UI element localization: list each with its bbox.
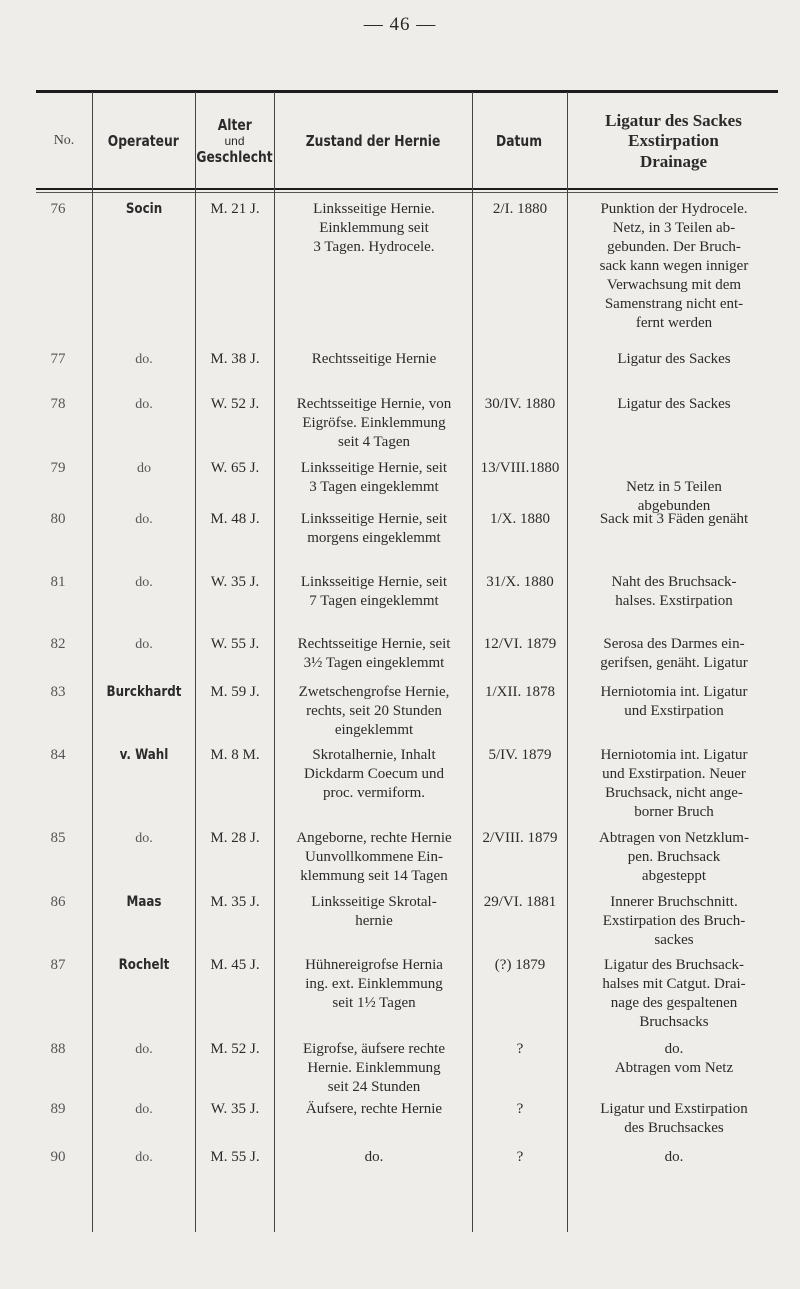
header-date bbox=[472, 95, 567, 188]
condition-cell bbox=[276, 573, 472, 611]
ligature-cell-line: halses. Exstirpation bbox=[615, 593, 733, 609]
ligature-cell-line: sackes bbox=[654, 932, 694, 948]
ligature-cell-line: Serosa des Darmes ein- bbox=[603, 636, 745, 652]
condition-cell-line: Linksseitige Hernie, seit bbox=[300, 511, 448, 527]
ligature-cell-line: des Bruchsackes bbox=[624, 1120, 724, 1136]
ligature-cell-line: halses mit Catgut. Drai- bbox=[602, 976, 746, 992]
column-divider bbox=[472, 92, 473, 1232]
condition-cell bbox=[276, 683, 472, 740]
operator-cell: Rochelt bbox=[118, 957, 170, 973]
ligature-cell bbox=[568, 459, 780, 516]
ligature-cell-line: sack kann wegen inniger bbox=[599, 258, 749, 274]
row-number: 84 bbox=[50, 747, 66, 763]
operator-cell: do. bbox=[135, 1102, 153, 1117]
ligature-cell-line: Herniotomia int. Ligatur bbox=[600, 747, 748, 763]
ligature-cell-line: Bruchsack, nicht ange- bbox=[605, 785, 743, 801]
row-number: 80 bbox=[50, 511, 66, 527]
condition-cell bbox=[276, 1100, 472, 1119]
operator-cell: do. bbox=[135, 575, 153, 590]
row-number: 81 bbox=[50, 574, 66, 590]
condition-cell bbox=[276, 746, 472, 803]
condition-cell bbox=[276, 635, 472, 673]
age-sex-cell: M. 45 J. bbox=[210, 957, 260, 973]
row-number: 88 bbox=[50, 1041, 66, 1057]
date-cell: ? bbox=[516, 1149, 524, 1165]
header-ligature-line2: Exstirpation bbox=[628, 131, 719, 151]
operator-cell: v. Wahl bbox=[119, 747, 169, 763]
age-sex-cell: M. 38 J. bbox=[210, 351, 260, 367]
header-age bbox=[195, 95, 274, 188]
row-number: 76 bbox=[50, 201, 66, 217]
condition-cell-line: Rechtsseitige Hernie, von bbox=[296, 396, 452, 412]
ligature-cell-line: Innerer Bruchschnitt. bbox=[610, 894, 738, 910]
header-date-label: Datum bbox=[496, 131, 543, 150]
row-number: 79 bbox=[50, 460, 66, 476]
ligature-cell-line: Netz, in 3 Teilen ab- bbox=[612, 220, 736, 236]
condition-cell-line: ing. ext. Einklemmung bbox=[305, 976, 443, 992]
header-operator-label: Operateur bbox=[107, 131, 180, 150]
condition-cell-line: rechts, seit 20 Stunden bbox=[306, 703, 442, 719]
date-cell: 13/VIII.1880 bbox=[480, 460, 560, 476]
condition-cell bbox=[276, 956, 472, 1013]
header-age-line3: Geschlecht bbox=[196, 147, 273, 166]
ligature-cell-line: Exstirpation des Bruch- bbox=[602, 913, 746, 929]
ligature-cell-line: Ligatur des Bruchsack- bbox=[604, 957, 744, 973]
date-cell: 1/X. 1880 bbox=[490, 511, 550, 527]
date-cell: 1/XII. 1878 bbox=[485, 684, 555, 700]
ligature-cell-line: und Exstirpation bbox=[624, 703, 724, 719]
condition-cell-line: Skrotalhernie, Inhalt bbox=[312, 747, 436, 763]
row-number: 83 bbox=[50, 684, 66, 700]
ligature-cell-line: Samenstrang nicht ent- bbox=[604, 296, 744, 312]
date-cell: 2/I. 1880 bbox=[492, 201, 548, 217]
operator-cell: Burckhardt bbox=[106, 684, 182, 700]
condition-cell bbox=[276, 459, 472, 497]
ligature-cell-line: und Exstirpation. Neuer bbox=[602, 766, 746, 782]
operator-cell: Maas bbox=[126, 894, 162, 910]
condition-cell bbox=[276, 829, 472, 886]
condition-cell-line: 3½ Tagen eingeklemmt bbox=[303, 655, 445, 671]
row-number: 87 bbox=[50, 957, 66, 973]
row-number: 89 bbox=[50, 1101, 66, 1117]
age-sex-cell: W. 35 J. bbox=[210, 574, 260, 590]
page-number: — 46 — bbox=[363, 14, 437, 35]
operator-cell: do. bbox=[135, 512, 153, 527]
condition-cell-line: morgens eingeklemmt bbox=[307, 530, 441, 546]
age-sex-cell: M. 8 M. bbox=[210, 747, 260, 763]
header-ligature-line3: Drainage bbox=[639, 151, 708, 171]
condition-cell-line: proc. vermiform. bbox=[322, 785, 426, 801]
condition-cell-line: Eigrofse, äufsere rechte bbox=[302, 1041, 445, 1057]
age-sex-cell: M. 21 J. bbox=[210, 201, 260, 217]
date-cell: 12/VI. 1879 bbox=[483, 636, 557, 652]
operator-cell: do bbox=[137, 461, 151, 476]
ligature-cell-line: do. bbox=[664, 1041, 684, 1057]
ligature-cell-line: pen. Bruchsack bbox=[627, 849, 721, 865]
date-cell: (?) 1879 bbox=[494, 957, 546, 973]
condition-cell-line: Linksseitige Hernie. bbox=[313, 201, 435, 217]
ligature-cell bbox=[568, 683, 780, 721]
ligature-cell-line: Abtragen von Netzklum- bbox=[599, 830, 749, 846]
row-number: 77 bbox=[50, 351, 66, 367]
ligature-cell bbox=[568, 956, 780, 1032]
condition-cell bbox=[276, 1148, 472, 1167]
row-number: 90 bbox=[50, 1149, 66, 1165]
ligature-cell-line: Sack mit 3 Fäden genäht bbox=[599, 511, 749, 527]
ligature-cell bbox=[568, 635, 780, 673]
ligature-cell-line: Ligatur des Sackes bbox=[617, 351, 731, 367]
ligature-cell-line: borner Bruch bbox=[634, 804, 714, 820]
condition-cell-line: Eigröfse. Einklemmung bbox=[302, 415, 446, 431]
row-number: 78 bbox=[50, 396, 66, 412]
header-bottom-rule-thin bbox=[36, 192, 778, 193]
operator-cell: do. bbox=[135, 397, 153, 412]
ligature-cell-line: abgesteppt bbox=[641, 868, 707, 884]
ligature-cell bbox=[568, 573, 780, 611]
row-number: 82 bbox=[50, 636, 66, 652]
date-cell: 2/VIII. 1879 bbox=[482, 830, 558, 846]
condition-cell-line: Rechtsseitige Hernie, seit bbox=[297, 636, 451, 652]
condition-cell-line: Linksseitige Hernie, seit bbox=[300, 574, 448, 590]
condition-cell-line: Zwetschengrofse Hernie, bbox=[298, 684, 450, 700]
age-sex-cell: W. 35 J. bbox=[210, 1101, 260, 1117]
ligature-cell-line: abgebunden bbox=[637, 498, 711, 514]
column-divider bbox=[195, 92, 196, 1232]
ligature-cell-line: Punktion der Hydrocele. bbox=[600, 201, 748, 217]
condition-cell-line: seit 4 Tagen bbox=[338, 434, 410, 450]
column-divider bbox=[274, 92, 275, 1232]
header-age-line1: Alter bbox=[217, 115, 252, 134]
condition-cell-line: Rechtsseitige Hernie bbox=[311, 351, 437, 367]
row-number: 85 bbox=[50, 830, 66, 846]
condition-cell-line: Linksseitige Hernie, seit bbox=[300, 460, 448, 476]
ligature-cell-line: Netz in 5 Teilen bbox=[626, 479, 722, 495]
ligature-cell bbox=[568, 510, 780, 529]
age-sex-cell: W. 52 J. bbox=[210, 396, 260, 412]
ligature-cell-line: Herniotomia int. Ligatur bbox=[600, 684, 748, 700]
condition-cell-line: seit 1½ Tagen bbox=[332, 995, 416, 1011]
condition-cell-line: 3 Tagen. Hydrocele. bbox=[313, 239, 435, 255]
header-bottom-rule bbox=[36, 188, 778, 190]
header-condition bbox=[274, 95, 472, 188]
condition-cell-line: Uunvollkommene Ein- bbox=[305, 849, 443, 865]
condition-cell bbox=[276, 200, 472, 257]
header-no bbox=[36, 95, 92, 188]
operator-cell: do. bbox=[135, 637, 153, 652]
operator-cell: do. bbox=[135, 1042, 153, 1057]
condition-cell-line: Hernie. Einklemmung bbox=[307, 1060, 441, 1076]
ligature-cell-line: fernt werden bbox=[635, 315, 713, 331]
date-cell: 29/VI. 1881 bbox=[483, 894, 557, 910]
date-cell: ? bbox=[516, 1041, 524, 1057]
ligature-cell-line: Ligatur und Exstirpation bbox=[600, 1101, 748, 1117]
operator-cell: do. bbox=[135, 352, 153, 367]
header-ligature bbox=[567, 95, 780, 188]
operator-cell: do. bbox=[135, 1150, 153, 1165]
age-sex-cell: M. 35 J. bbox=[210, 894, 260, 910]
ligature-cell-line: gebunden. Der Bruch- bbox=[607, 239, 741, 255]
ligature-cell-line: Verwachsung mit dem bbox=[606, 277, 742, 293]
ligature-cell-line: do. bbox=[664, 1149, 684, 1165]
age-sex-cell: W. 55 J. bbox=[210, 636, 260, 652]
ligature-cell bbox=[568, 1148, 780, 1167]
condition-cell-line: seit 24 Stunden bbox=[327, 1079, 421, 1095]
age-sex-cell: M. 28 J. bbox=[210, 830, 260, 846]
header-age-line2: und bbox=[224, 134, 245, 149]
date-cell: 5/IV. 1879 bbox=[488, 747, 552, 763]
ligature-cell bbox=[568, 1100, 780, 1138]
condition-cell-line: Angeborne, rechte Hernie bbox=[296, 830, 452, 846]
condition-cell-line: Einklemmung seit bbox=[319, 220, 429, 236]
date-cell: 30/IV. 1880 bbox=[484, 396, 556, 412]
condition-cell-line: 7 Tagen eingeklemmt bbox=[309, 593, 439, 609]
header-operator bbox=[92, 95, 195, 188]
ligature-cell bbox=[568, 746, 780, 822]
date-cell: ? bbox=[516, 1101, 524, 1117]
age-sex-cell: M. 59 J. bbox=[210, 684, 260, 700]
ligature-cell bbox=[568, 395, 780, 414]
ligature-cell-line bbox=[568, 459, 780, 478]
ligature-cell-line: Ligatur des Sackes bbox=[617, 396, 731, 412]
condition-cell-line: eingeklemmt bbox=[334, 722, 414, 738]
condition-cell-line: hernie bbox=[355, 913, 393, 929]
age-sex-cell: M. 55 J. bbox=[210, 1149, 260, 1165]
header-condition-label: Zustand der Hernie bbox=[305, 131, 441, 150]
column-divider bbox=[92, 92, 93, 1232]
ligature-cell bbox=[568, 893, 780, 950]
condition-cell-line: Hühnereigrofse Hernia bbox=[305, 957, 443, 973]
ligature-cell-line: Abtragen vom Netz bbox=[614, 1060, 734, 1076]
ligature-cell bbox=[568, 829, 780, 886]
ligature-cell-line: nage des gespaltenen bbox=[610, 995, 738, 1011]
ligature-cell-line: Naht des Bruchsack- bbox=[611, 574, 737, 590]
condition-cell bbox=[276, 350, 472, 369]
condition-cell-line: Linksseitige Skrotal- bbox=[311, 894, 437, 910]
operator-cell: do. bbox=[135, 831, 153, 846]
date-cell: 31/X. 1880 bbox=[486, 574, 554, 590]
ligature-cell bbox=[568, 350, 780, 369]
condition-cell bbox=[276, 510, 472, 548]
table-top-rule bbox=[36, 90, 778, 93]
row-number: 86 bbox=[50, 894, 66, 910]
ligature-cell bbox=[568, 200, 780, 333]
condition-cell-line: 3 Tagen eingeklemmt bbox=[309, 479, 439, 495]
ligature-cell-line: gerifsen, genäht. Ligatur bbox=[600, 655, 748, 671]
condition-cell-line: Dickdarm Coecum und bbox=[304, 766, 444, 782]
condition-cell-line: do. bbox=[364, 1149, 384, 1165]
condition-cell bbox=[276, 893, 472, 931]
age-sex-cell: M. 48 J. bbox=[210, 511, 260, 527]
condition-cell bbox=[276, 395, 472, 452]
age-sex-cell: M. 52 J. bbox=[210, 1041, 260, 1057]
header-no-label: No. bbox=[53, 133, 75, 149]
condition-cell bbox=[276, 1040, 472, 1097]
ligature-cell bbox=[568, 1040, 780, 1078]
condition-cell-line: klemmung seit 14 Tagen bbox=[300, 868, 448, 884]
age-sex-cell: W. 65 J. bbox=[210, 460, 260, 476]
ligature-cell-line: Bruchsacks bbox=[639, 1014, 709, 1030]
operator-cell: Socin bbox=[125, 201, 163, 217]
condition-cell-line: Äufsere, rechte Hernie bbox=[305, 1101, 443, 1117]
header-ligature-line1: Ligatur des Sackes bbox=[605, 111, 742, 131]
